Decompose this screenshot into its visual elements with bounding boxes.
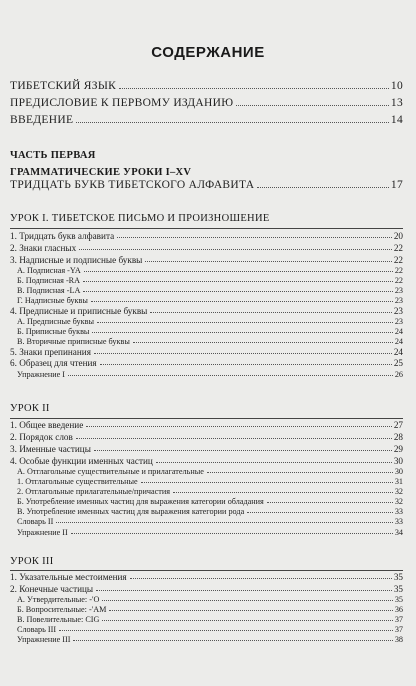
toc-entry-page: 38 — [394, 635, 403, 644]
toc-entry-label: В. Употребление именных частиц для выражения категории рода — [17, 507, 245, 516]
toc-entry-page: 24 — [394, 327, 403, 336]
toc-entry-page: 37 — [394, 625, 403, 634]
toc-entry-page: 35 — [393, 572, 403, 582]
toc-entry-label: В. Подписная -LA — [17, 286, 81, 295]
toc-entry-label: 6. Образец для чтения — [10, 358, 97, 368]
leader-dots — [91, 301, 393, 302]
leader-dots — [130, 578, 392, 579]
toc-subentry — [17, 477, 403, 486]
toc-entry-page: 31 — [394, 477, 403, 486]
toc-entry-page: 23 — [394, 296, 403, 305]
toc-subentry — [17, 497, 403, 506]
toc-entry-label: А. Отглагольные существительные и прилагательные — [17, 467, 204, 476]
toc-entry-page: 30 — [393, 456, 403, 466]
toc-entry-label: 3. Именные частицы — [10, 444, 91, 454]
leader-dots — [56, 522, 392, 523]
toc-subentry — [17, 327, 403, 336]
toc-entry-label: Упражнение III — [17, 635, 71, 644]
toc-subentry — [17, 507, 403, 516]
toc-entry-page: 35 — [393, 584, 403, 594]
toc-entry-label: ВВЕДЕНИЕ — [10, 114, 74, 126]
toc-entry-page: 23 — [393, 306, 403, 316]
toc-entry — [10, 179, 403, 191]
toc-entry-page: 17 — [390, 179, 403, 191]
lesson-heading: УРОК I. ТИБЕТСКОЕ ПИСЬМО И ПРОИЗНОШЕНИЕ — [10, 213, 270, 224]
toc-subentry — [17, 286, 403, 295]
toc-entry-label: 3. Надписные и подписные буквы — [10, 255, 143, 265]
divider — [10, 418, 403, 419]
toc-entry-page: 35 — [394, 595, 403, 604]
toc-entry-page: 27 — [393, 420, 403, 430]
lesson-heading: УРОК III — [10, 556, 54, 567]
toc-entry — [10, 456, 403, 466]
toc-subentry — [17, 337, 403, 346]
leader-dots — [97, 322, 393, 323]
toc-subentry — [17, 266, 403, 275]
toc-entry-label: ТРИДЦАТЬ БУКВ ТИБЕТСКОГО АЛФАВИТА — [10, 179, 255, 191]
toc-entry-label: Словарь III — [17, 625, 57, 634]
toc-subentry — [17, 635, 403, 644]
toc-entry — [10, 97, 403, 109]
toc-entry-label: Словарь II — [17, 517, 54, 526]
toc-entry-page: 22 — [393, 243, 403, 253]
leader-dots — [109, 610, 392, 611]
toc-subentry — [17, 595, 403, 604]
leader-dots — [68, 375, 393, 376]
page-title: СОДЕРЖАНИЕ — [151, 44, 265, 61]
leader-dots — [76, 122, 389, 123]
leader-dots — [96, 590, 392, 591]
toc-entry-page: 32 — [394, 487, 403, 496]
toc-entry-page: 28 — [393, 432, 403, 442]
toc-entry-page: 34 — [394, 528, 403, 537]
toc-entry — [10, 572, 403, 582]
toc-entry-label: ПРЕДИСЛОВИЕ К ПЕРВОМУ ИЗДАНИЮ — [10, 97, 234, 109]
toc-entry-page: 22 — [393, 255, 403, 265]
leader-dots — [236, 105, 389, 106]
toc-entry-page: 23 — [394, 286, 403, 295]
toc-entry-label: Б. Употребление именных частиц для выражения категории обладания — [17, 497, 264, 506]
toc-subentry — [17, 296, 403, 305]
toc-entry-label: ТИБЕТСКИЙ ЯЗЫК — [10, 80, 117, 92]
toc-subentry — [17, 528, 403, 537]
leader-dots — [247, 512, 393, 513]
toc-subentry — [17, 615, 403, 624]
divider — [10, 228, 403, 229]
leader-dots — [92, 332, 392, 333]
toc-entry-page: 32 — [394, 497, 403, 506]
toc-entry — [10, 306, 403, 316]
leader-dots — [102, 600, 392, 601]
leader-dots — [150, 312, 391, 313]
leader-dots — [73, 640, 392, 641]
toc-entry-label: Б. Приписные буквы — [17, 327, 90, 336]
toc-subentry — [17, 370, 403, 379]
toc-entry — [10, 255, 403, 265]
leader-dots — [83, 281, 393, 282]
toc-entry-page: 29 — [393, 444, 403, 454]
toc-entry-page: 24 — [393, 347, 403, 357]
leader-dots — [145, 261, 391, 262]
toc-entry-label: 2. Конечные частицы — [10, 584, 94, 594]
toc-entry-label: 5. Знаки препинания — [10, 347, 91, 357]
toc-entry-label: 4. Особые функции именных частиц — [10, 456, 153, 466]
toc-entry-label: В. Повелительные: CIG — [17, 615, 100, 624]
toc-entry — [10, 420, 403, 430]
toc-subentry — [17, 467, 403, 476]
leader-dots — [117, 237, 392, 238]
leader-dots — [141, 482, 393, 483]
leader-dots — [94, 353, 392, 354]
leader-dots — [71, 533, 393, 534]
leader-dots — [59, 630, 393, 631]
toc-entry-label: Б. Вопросительные: -'AM — [17, 605, 107, 614]
toc-entry-page: 20 — [393, 231, 403, 241]
part-heading: ЧАСТЬ ПЕРВАЯ — [10, 150, 96, 161]
leader-dots — [79, 249, 392, 250]
toc-entry-page: 10 — [390, 80, 403, 92]
toc-entry-label: Упражнение I — [17, 370, 66, 379]
leader-dots — [94, 450, 392, 451]
toc-entry — [10, 243, 403, 253]
toc-subentry — [17, 625, 403, 634]
toc-entry-page: 26 — [394, 370, 403, 379]
toc-entry-label: 1. Тридцать букв алфавита — [10, 231, 115, 241]
toc-entry — [10, 347, 403, 357]
toc-subentry — [17, 487, 403, 496]
toc-entry-page: 13 — [390, 97, 403, 109]
toc-entry-page: 25 — [393, 358, 403, 368]
leader-dots — [133, 342, 393, 343]
toc-entry-label: В. Вторичные приписные буквы — [17, 337, 130, 346]
toc-entry — [10, 432, 403, 442]
toc-entry-page: 22 — [394, 266, 403, 275]
leader-dots — [173, 492, 393, 493]
toc-entry-label: 1. Указательные местоимения — [10, 572, 127, 582]
lesson-heading: УРОК II — [10, 403, 50, 414]
toc-entry-label: 2. Отглагольные прилагательные/причастия — [17, 487, 171, 496]
divider — [10, 570, 403, 571]
toc-entry — [10, 80, 403, 92]
toc-subentry — [17, 605, 403, 614]
leader-dots — [267, 502, 393, 503]
leader-dots — [207, 472, 393, 473]
toc-subentry — [17, 317, 403, 326]
toc-entry-page: 36 — [394, 605, 403, 614]
leader-dots — [76, 438, 392, 439]
toc-entry-page: 22 — [394, 276, 403, 285]
toc-entry-page: 30 — [394, 467, 403, 476]
toc-entry-page: 23 — [394, 317, 403, 326]
leader-dots — [84, 271, 393, 272]
leader-dots — [83, 291, 392, 292]
toc-entry-label: 1. Общее введение — [10, 420, 84, 430]
toc-entry-label: 2. Знаки гласных — [10, 243, 77, 253]
leader-dots — [257, 187, 389, 188]
toc-entry-label: А. Предписные буквы — [17, 317, 94, 326]
toc-subentry — [17, 276, 403, 285]
toc-entry-label: А. Подписная -YA — [17, 266, 81, 275]
toc-entry-label: А. Утвердительные: -'O — [17, 595, 100, 604]
toc-entry-page: 33 — [394, 507, 403, 516]
toc-entry-label: 2. Порядок слов — [10, 432, 73, 442]
toc-entry-page: 37 — [394, 615, 403, 624]
leader-dots — [100, 364, 392, 365]
part-subheading: ГРАММАТИЧЕСКИЕ УРОКИ I–XV — [10, 167, 192, 178]
toc-entry — [10, 444, 403, 454]
toc-entry — [10, 114, 403, 126]
toc-entry-label: Упражнение II — [17, 528, 68, 537]
toc-entry — [10, 584, 403, 594]
toc-entry-label: 4. Предписные и приписные буквы — [10, 306, 148, 316]
leader-dots — [102, 620, 392, 621]
toc-entry-page: 14 — [390, 114, 403, 126]
toc-entry-label: Б. Подписная -RA — [17, 276, 81, 285]
leader-dots — [119, 88, 389, 89]
toc-entry — [10, 358, 403, 368]
toc-entry-label: Г. Надписные буквы — [17, 296, 88, 305]
toc-entry-label: 1. Отглагольные существительные — [17, 477, 138, 486]
toc-entry — [10, 231, 403, 241]
leader-dots — [86, 426, 392, 427]
toc-entry-page: 33 — [394, 517, 403, 526]
toc-entry-page: 24 — [394, 337, 403, 346]
leader-dots — [156, 462, 392, 463]
toc-subentry — [17, 517, 403, 526]
